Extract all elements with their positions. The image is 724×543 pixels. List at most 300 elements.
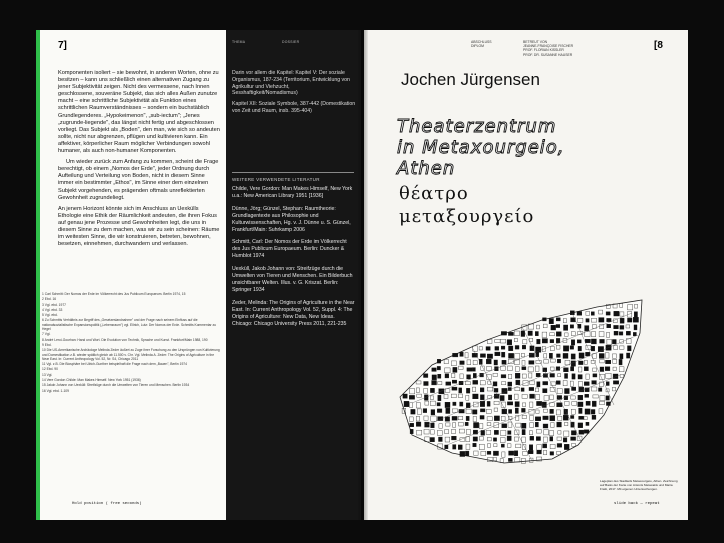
city-block [606, 382, 609, 386]
dark-header-left: THEMA [232, 40, 246, 44]
city-block [430, 388, 434, 392]
city-block [543, 382, 548, 385]
city-block [480, 409, 485, 412]
city-block [557, 359, 560, 363]
greek-title [399, 182, 534, 228]
city-block [522, 430, 525, 435]
city-block [529, 445, 533, 450]
city-block [571, 340, 574, 345]
city-block [509, 410, 512, 414]
city-block [619, 332, 623, 335]
title-line: in Metaxourgeio, [397, 137, 565, 158]
book-gutter [358, 30, 368, 520]
city-block [439, 437, 443, 441]
city-block [537, 339, 541, 344]
city-block [556, 318, 560, 321]
city-block [502, 360, 506, 364]
city-block [507, 402, 512, 405]
city-block [592, 381, 597, 385]
city-block [606, 396, 609, 400]
city-block [556, 332, 561, 337]
footnote: 8 André Leroi-Gourhan: Hand und Wort. Die Evolution von Technik, Sprache und Kunst. Frankfurt/Main 1988, 190 [42, 337, 208, 342]
city-block [571, 367, 574, 371]
city-block [446, 408, 450, 413]
city-block [549, 353, 552, 358]
city-block [591, 410, 595, 415]
city-block [633, 332, 636, 335]
city-block [579, 416, 584, 419]
footnote: 2 Ebd. 16 [42, 297, 57, 302]
city-block [592, 415, 596, 419]
city-block [537, 382, 540, 387]
body-paragraph: Komponenten isoliert – sie bewohnt, in anderen Worten, ohne zu besitzen – kann uns schließlich einen alternativen Zugang zu jener Subjektivität zeigen. Nicht des vermessene, nach Innen geschlossene, souveräne Subjekt, das sich alles Außen zunutze macht – eine schrittliche Subjektivität als Funktion eines schrittlichen Raumverständnisses – sondern ein buchstäblich Grundlegenderes. „Hypokeimenon", „sub-iectum"; „Jenes „zugrunde-liegende", das längst nicht fertig und abgeschlossen vorliegt. Das Subjekt als „Boden", den man, wie sich so andeuten sollte, nicht nur abgrenzen, pflügen und kultivieren kann. Ein affektiver, körperlicher Raum möglicher Verbindungen sowohl humaner, als auch non-humaner Komponenten. [58, 70, 220, 155]
left-text-column [36, 30, 226, 520]
city-block [620, 326, 624, 330]
credit-line: JEANNE-FRANÇOISE FISCHER [523, 44, 574, 49]
credit-line: DIPLOM [471, 44, 484, 49]
dark-header-right: DOSSIER [282, 40, 300, 44]
city-block [460, 402, 463, 406]
city-block [614, 331, 618, 335]
city-block [445, 402, 450, 407]
city-block [543, 444, 547, 448]
city-block [565, 389, 570, 394]
footnote: 10 Die US-Amerikanische Archäologe Melinda Zeder äußert zu Zuge ihrer Forschung zu den Ursprüngen von Kultivierung und Domestikation z.B. wieder spätlich gleich ab 11.500 v. Chr. Vgl. Melinda A. Zeder: The Origins of Agriculture in the Near East. In: Current Anthropology Vol. 52, Nr. S4, Chicago 2011 [42, 348, 220, 361]
city-block [486, 359, 491, 364]
city-block [606, 360, 611, 364]
city-block [578, 375, 582, 379]
city-block [495, 352, 500, 356]
city-block [494, 360, 498, 365]
city-block [437, 403, 440, 406]
city-block [584, 382, 589, 386]
city-block [563, 438, 567, 442]
project-title [397, 116, 677, 179]
city-block [591, 346, 595, 351]
credit-line: ABSCHLUSS [471, 40, 492, 44]
city-block [467, 368, 472, 372]
city-block [495, 347, 499, 351]
chapter-note: Kapitel XII: Soziale Symbole, 387-442 (Domestikation von Zeit und Raum, insb. 395-404) [232, 101, 356, 114]
book-spread [36, 30, 688, 520]
city-block [614, 325, 619, 328]
city-block [437, 409, 442, 413]
city-block [627, 353, 630, 358]
city-block [522, 423, 527, 428]
city-block [572, 387, 576, 390]
footnote: 11 Vgl. z.B. Die Biosphäre bei Ulrich-Gunther beispielhaft die Frage nach dem „Bauen", Berlin 1974 [42, 362, 187, 367]
credit-line: PROF. DR. SUSANNE HAUSER [523, 52, 573, 57]
city-block [564, 325, 568, 330]
city-block [501, 375, 506, 378]
city-block [502, 424, 507, 428]
city-block [571, 318, 576, 322]
city-block [507, 340, 512, 345]
city-block [410, 429, 413, 433]
city-block [557, 403, 563, 407]
city-block [579, 353, 584, 358]
city-block [445, 445, 448, 449]
left-footer: Hold position ( free seconds) [72, 502, 142, 506]
city-block [472, 368, 475, 372]
city-block [591, 339, 596, 344]
city-block [515, 408, 518, 413]
city-block [584, 367, 588, 371]
right-footer: slide back — repeat [614, 502, 660, 506]
credit-line: PROF. FLORIAN KISSLER [523, 48, 564, 53]
city-block [508, 332, 513, 335]
site-plan-map [392, 285, 652, 475]
city-block [577, 340, 581, 343]
city-block [430, 438, 434, 442]
city-block [514, 451, 518, 456]
city-block [495, 367, 499, 371]
city-block [509, 353, 514, 358]
city-block [557, 444, 562, 448]
city-block [572, 374, 575, 379]
footnote: 5 Vgl. ebd. [42, 313, 58, 318]
author-name: Jochen Jürgensen [401, 70, 540, 89]
green-edge-strip [36, 30, 40, 520]
city-block [579, 408, 583, 413]
city-block [473, 443, 477, 446]
city-block [550, 409, 554, 413]
left-dark-column [226, 30, 361, 520]
city-block [571, 354, 575, 359]
city-block [619, 359, 622, 365]
literature-entry: Childe, Vere Gordon: Man Makes Himself, New York u.a.: New American Library 1951 [1936] [232, 186, 353, 199]
footnote: 9 Ebd. [42, 342, 52, 347]
city-block [633, 317, 638, 322]
city-block [585, 326, 589, 331]
city-block [473, 380, 478, 384]
city-block [472, 353, 477, 357]
city-block [607, 318, 612, 321]
city-block [409, 395, 414, 399]
city-block [549, 319, 553, 324]
city-block [458, 445, 462, 450]
city-block [543, 416, 548, 420]
literature-heading: WEITERE VERWENDETE LITERATUR [232, 177, 320, 182]
city-block [445, 374, 449, 378]
city-block [493, 438, 496, 441]
city-block [586, 352, 590, 356]
city-block [556, 381, 560, 385]
city-block [535, 417, 540, 421]
city-block [585, 409, 590, 414]
city-block [564, 444, 569, 449]
city-block [473, 394, 479, 399]
city-block [565, 374, 568, 379]
city-block [445, 417, 450, 422]
title-line: Theaterzentrum [397, 116, 557, 137]
footnote: 12 Ebd. 90 [42, 367, 58, 372]
city-block [431, 423, 435, 428]
city-block [522, 367, 526, 370]
city-block [480, 388, 484, 392]
city-block [437, 359, 441, 363]
city-block [578, 402, 583, 407]
city-block [600, 339, 605, 343]
city-block [626, 331, 630, 335]
city-block [535, 422, 538, 427]
credits-left [471, 40, 511, 48]
body-paragraph: Um wieder zurück zum Anfang zu kommen, scheint die Frage berechtigt, ob einem „Nomos der Erde", jeder Ordnung durch Aufteilung und Verteilung von Boden, nicht in diesem Sinne immer ein bestimmter „Ethos", im Sinne einer dem einzelnen Subjekt vorgehenden, es prägenden oftmals unreflektierten Gewohnheit zugrundeliegt. [58, 159, 219, 201]
city-block [438, 395, 441, 401]
city-block [607, 324, 611, 328]
city-block [586, 401, 590, 405]
city-block [550, 374, 555, 378]
city-block [592, 401, 596, 406]
city-block [579, 430, 584, 434]
city-block [515, 346, 519, 350]
city-block [551, 325, 556, 330]
city-block [571, 431, 576, 435]
city-block [577, 312, 582, 316]
body-paragraph: An jenem Horizont könnte sich im Anschluss an Uexkülls Ethologie eine Ethik der Räumlichkeit andeuten, die ihren Fokus auf genau jene Prozesse und Gewohnheiten legt, die uns in diesem Sinne zu dem machen, was wir zu sein scheinen: Räume im weitesten Sinne, die wir konstruieren, betreten, bewohnen, besetzen, einnehmen, durchwandern und verlassen. [58, 205, 220, 248]
city-block [593, 374, 597, 377]
city-block [628, 346, 632, 351]
city-block [501, 346, 505, 349]
city-block [537, 401, 542, 405]
city-block [563, 353, 568, 358]
divider [232, 172, 354, 173]
city-block [493, 451, 498, 455]
footnote: 4 Vgl. ebd. 33 [42, 307, 63, 312]
literature-entry: Uexküll, Jakob Johann von: Streifzüge durch die Umwelten von Tieren und Menschen. Ein Bilderbuch unsichtbarer Welten. Illus. v. G. Kriszat. Berlin: Springer 1934 [232, 266, 353, 293]
city-block [446, 382, 451, 385]
city-block [578, 423, 583, 428]
city-block [570, 311, 574, 315]
literature-entry: Dünne, Jörg; Günzel, Stephan: Raumtheorie: Grundlagentexte aus Philosophie und Kulturwissenschaften, Hg. v. J. Dünne u. S. Günzel, Frankfurt/Main: Suhrkamp 2006 [232, 205, 351, 233]
map-caption: Lageplan des Stadtteils Metaxourgeio, Athen. Zeichnung auf Basis der Karte von Antonis Metaxakis und Maria Fratti, 2017. Mit eigenen Untersuchungen. [600, 479, 678, 491]
city-block [612, 340, 616, 344]
city-block [465, 422, 468, 425]
city-block [530, 436, 534, 440]
city-block [578, 346, 582, 351]
city-block [452, 387, 457, 390]
city-block [424, 382, 429, 386]
city-block [487, 401, 490, 406]
city-block [460, 361, 465, 365]
city-block [480, 416, 484, 420]
city-block [404, 401, 409, 406]
city-block [515, 373, 520, 378]
right-page [364, 30, 688, 520]
city-block [509, 346, 513, 351]
city-block [571, 416, 574, 419]
city-block [584, 430, 589, 434]
literature-entry: Schmitt, Carl: Der Nomos der Erde im Völkerrecht des Jus Publicum Europaeum. Berlin: Duncker & Humblot 1974 [232, 239, 347, 260]
city-block [516, 380, 520, 385]
city-block [557, 422, 562, 427]
city-block [586, 422, 589, 425]
city-block [493, 382, 497, 386]
city-block [437, 366, 440, 370]
city-block [460, 352, 463, 356]
city-block [466, 416, 469, 420]
city-block [507, 436, 511, 441]
city-block [606, 312, 610, 315]
city-block [571, 437, 576, 441]
city-block [487, 451, 491, 454]
city-block [628, 318, 633, 322]
city-block [585, 339, 590, 342]
city-block [528, 450, 533, 453]
city-block [502, 352, 505, 357]
city-block [564, 368, 569, 372]
city-block [536, 437, 540, 441]
city-block [411, 409, 415, 414]
city-block [508, 382, 512, 386]
city-block [432, 368, 436, 372]
city-block [542, 402, 546, 408]
city-block [432, 375, 437, 380]
city-block [425, 422, 430, 427]
body-text [58, 70, 220, 252]
title-line: Athen [397, 158, 456, 179]
city-block [529, 361, 534, 365]
city-block [591, 312, 594, 316]
city-block [563, 415, 568, 420]
literature-entry: Zeder, Melinda: The Origins of Agriculture in the Near East. In: Current Anthropology Vol. 52, Suppl. 4: The Origins of Agriculture: New Data, New Ideas. Chicago: Chicago University Press 2011, 221-235 [232, 299, 355, 327]
city-block [529, 353, 534, 357]
greek-line: μεταξουργείο [399, 206, 535, 227]
city-block [543, 389, 547, 393]
footnote: 15 Jakob Johann von Uexküll: Streifzüge durch die Umwelten von Tieren und Menschen. Berlin 1934 [42, 383, 190, 388]
city-block [542, 339, 547, 343]
city-block [452, 416, 457, 420]
city-block [424, 374, 428, 378]
city-block [480, 354, 485, 358]
city-block [453, 445, 456, 450]
left-page-number: 7] [58, 40, 67, 51]
city-block [535, 332, 538, 336]
right-page-number: [8 [654, 40, 663, 51]
city-block [509, 451, 514, 455]
city-block [439, 389, 444, 394]
credit-line: BETREUT VON [523, 40, 548, 44]
city-block [474, 423, 479, 428]
city-block [530, 394, 535, 398]
credits-right [523, 40, 593, 57]
city-block [599, 318, 604, 323]
footnote: 14 Vere Gordon Childe: Man Makes Himself. New York 1951 (1936) [42, 378, 141, 383]
city-block [452, 380, 457, 383]
city-block [431, 410, 435, 415]
city-block [410, 423, 414, 427]
city-block [563, 346, 568, 351]
city-block [586, 319, 589, 323]
city-block [528, 331, 532, 336]
city-block [508, 395, 511, 400]
city-block [585, 394, 589, 397]
city-block [486, 347, 490, 351]
city-block [494, 430, 498, 434]
city-block [460, 451, 465, 456]
city-block [543, 424, 548, 428]
city-block [416, 422, 421, 426]
city-block [578, 395, 583, 400]
chapter-notes [232, 70, 356, 119]
city-block [613, 381, 618, 384]
footnote: 3 Vgl. ebd. 1977 [42, 302, 67, 307]
chapter-note: Darin vor allem die Kapitel: Kapitel V: Der soziale Organismus, 187-234 (Territorium, Entwicklung von Agrikultur und Viehzucht, Sesshaftigkeit/Nomadismus) [232, 70, 350, 97]
city-block [536, 373, 540, 376]
left-page [36, 30, 361, 520]
city-block [529, 387, 534, 390]
city-block [473, 437, 477, 441]
city-block [403, 394, 407, 398]
city-block [605, 367, 610, 371]
city-block [570, 325, 573, 328]
city-block [501, 444, 504, 447]
city-block [500, 396, 504, 401]
footnotes [42, 292, 222, 394]
city-block [522, 345, 526, 349]
city-block [537, 450, 542, 454]
city-block [614, 311, 619, 316]
city-block [556, 338, 560, 343]
city-block [453, 367, 457, 372]
footnote: 16 Vgl. ebd. 1-109 [42, 388, 69, 393]
city-block [508, 458, 512, 461]
city-block [550, 437, 553, 441]
literature-list [232, 186, 356, 333]
city-block [453, 402, 456, 405]
city-block [521, 388, 524, 392]
city-block [522, 408, 526, 412]
city-block [515, 402, 519, 407]
city-block [466, 388, 470, 393]
city-block [634, 325, 637, 330]
city-block [543, 318, 547, 321]
city-block [452, 436, 457, 440]
footnote: 7 Vgl. [42, 332, 51, 337]
city-block [634, 312, 637, 317]
city-block [600, 367, 604, 372]
city-block [467, 375, 471, 379]
city-block [556, 325, 560, 328]
city-block [423, 409, 427, 413]
city-block [606, 402, 610, 406]
city-block [521, 331, 525, 337]
city-block [480, 395, 484, 400]
city-block [550, 340, 554, 343]
city-block [432, 381, 437, 385]
city-block [508, 431, 511, 435]
city-block [599, 388, 602, 392]
city-block [473, 410, 478, 414]
greek-line: θέατρο [399, 183, 469, 204]
city-block [438, 374, 441, 378]
city-block [579, 361, 584, 365]
city-block [494, 416, 499, 421]
footnote: 13 Vgl. [42, 372, 53, 377]
city-block [487, 354, 492, 359]
city-block [453, 353, 458, 357]
city-block [620, 354, 623, 359]
city-block [570, 346, 574, 349]
city-block [465, 451, 469, 456]
city-block [550, 416, 555, 421]
city-block [459, 388, 462, 393]
footnote: 6 Zu Schmitts Verhältnis zur Begriff des „Gesetzeslandnahme" und der Frage nach seinem Einfluss auf die nationalsozialistische Expansionspolitik („Lebensraum") vgl. Ellrich, Lutz: Der Nomos der Erde. Schmitts Kommentar zu Hegel [42, 318, 216, 332]
city-block [557, 354, 561, 358]
city-block [599, 354, 604, 359]
city-block [613, 374, 618, 379]
city-block [571, 361, 575, 366]
